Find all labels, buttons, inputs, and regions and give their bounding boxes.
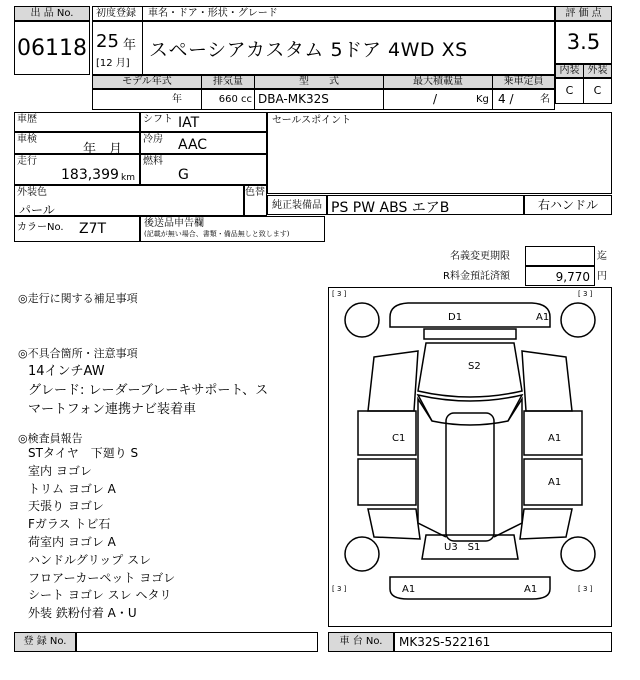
recycle-label: R料金預託済額 [443,271,510,282]
inspector-line: STタイヤ 下廻り S [28,446,139,460]
registration-value-cell [76,632,318,652]
inspector-line: Fガラス トビ石 [28,517,111,532]
mark-a1-right-front-door: A1 [548,433,562,444]
spec-header [92,75,555,89]
score-cell [555,21,612,64]
interior-grade-cell [555,78,584,104]
name-change-label: 名義変更期限 [450,251,510,262]
tire-front-right [561,303,595,337]
spec-values [92,89,555,110]
mark-u3-s1: U3 S1 [444,542,481,553]
tire-label-front-right: [ 3 ] [578,290,593,298]
tire-rear-left [345,537,379,571]
color-no-label: カラーNo. [17,222,64,233]
color-no-cell [14,216,140,242]
inspection-label: 車検 [17,134,37,145]
aftermarket-cell [140,216,325,242]
car-name-label: 車名・ドア・形状・グレード [148,8,278,19]
inspector-line: 室内 ヨゴレ [28,463,92,478]
inspector-line: 天張り ヨゴレ [28,499,104,514]
exterior-grade: C [593,84,602,97]
front-bumper [390,303,550,327]
inspection-cell [14,132,140,157]
lot-number: 06118 [17,36,87,61]
right-pillar-line [494,399,522,537]
capacity-label: 乗車定員 [503,76,544,87]
exterior-grade-cell [583,78,612,104]
car-name-header [92,6,555,21]
left-front-door [358,411,416,455]
inspector-title: ◎検査員報告 [18,432,83,445]
tire-label-front-left: [ 3 ] [332,290,347,298]
mileage-cell [14,154,140,185]
chassis-label: 車 台 No. [339,636,383,647]
chassis-value: MK32S-522161 [399,635,491,649]
model-year-label: モデル年式 [122,76,172,87]
inspector-line: 荷室内 ヨゴレ A [28,534,116,549]
car-name: スペーシアカスタム 5ドア 4WD XS [149,39,468,61]
inspector-line: トリム ヨゴレ A [28,481,116,496]
mileage-unit: km [121,173,135,183]
first-reg-year: 25 [96,31,119,52]
exterior-label-cell [583,64,612,78]
defect-line: マートフォン連携ナビ装着車 [28,402,196,417]
recolor-cell [244,185,267,216]
recycle-box [525,266,595,286]
car-name-cell [92,21,555,75]
mark-d1: D1 [448,312,463,323]
max-load-unit: Kg [476,94,489,105]
tire-label-rear-right: [ 3 ] [578,585,593,593]
ext-color-cell [14,185,244,216]
mark-a1-rear-left: A1 [402,584,416,595]
inspector-line: フロアーカーペット ヨゴレ [28,570,176,585]
recycle-value: 9,770 [555,270,590,284]
steering-cell [524,195,612,215]
tire-rear-right [561,537,595,571]
score-label-cell [555,6,612,21]
left-rear-quarter [368,509,420,539]
sales-point-label: セールスポイント [272,115,352,126]
mark-a1-rear-right: A1 [524,584,538,595]
first-reg-label: 初度登録 [96,8,136,19]
equipment-value-cell [327,195,524,215]
first-reg-month: [12 月] [96,58,130,69]
name-change-box [525,246,595,266]
max-load-label: 最大積載量 [413,76,463,87]
aftermarket-label: 後送品申告欄 [144,218,204,229]
lot-number-cell [14,21,90,75]
name-change-unit: 迄 [597,251,607,262]
history-label: 車歴 [17,114,37,125]
displacement-label: 排気量 [213,76,243,87]
sales-point-box [267,112,612,194]
lot-label: 出 品 No. [30,8,74,19]
left-front-fender [368,351,418,411]
lot-label-cell [14,6,90,21]
fuel-cell [140,154,267,185]
defects-title: ◎不具合箇所・注意事項 [18,347,138,360]
left-pillar-line [418,399,446,537]
registration-label-cell [14,632,76,652]
ext-color-value: パール [19,203,55,217]
aftermarket-note: (記載が無い場合、書類・備品無しと致します) [144,230,290,238]
displacement: 660 cc [218,94,252,105]
ext-color-label: 外装色 [17,187,47,198]
ac-cell [140,132,267,154]
capacity-unit: 名 [540,94,550,105]
mileage-value: 183,399 [61,167,119,183]
inspector-list [28,445,318,623]
driving-notes-title: ◎走行に関する補足事項 [18,292,138,305]
defect-line: グレード: レーダーブレーキサポート、ス [28,383,269,398]
shift-label: シフト [143,114,173,125]
shift-cell [140,112,267,132]
recolor-label: 色替 [245,187,265,198]
ac-value: AAC [178,137,208,153]
mark-s2: S2 [468,361,481,372]
registration-label: 登 録 No. [23,636,67,647]
mark-a1-right-rear-door: A1 [548,477,562,488]
recycle-unit: 円 [597,271,607,282]
mileage-label: 走行 [17,156,37,167]
car-damage-diagram [328,287,612,627]
history-cell [14,112,140,132]
defect-line: 14インチAW [28,364,105,379]
inspector-line: ハンドルグリップ スレ [28,552,152,567]
score-label: 評 価 点 [565,8,602,19]
equipment-value: PS PW ABS エアB [331,200,450,216]
steering: 右ハンドル [537,198,598,212]
ac-label: 冷房 [143,134,163,145]
model-year-unit: 年 [172,94,182,105]
interior-label: 内装 [559,65,580,76]
chassis-value-cell [394,632,612,652]
inspector-line: 外装 鉄粉付着 A・U [28,606,137,621]
roof [446,413,494,541]
shift-value: IAT [178,115,200,131]
chassis-label-cell [328,632,394,652]
equipment-label-cell [267,195,327,215]
type-label: 型 式 [299,76,339,87]
capacity: 4 / [498,92,514,106]
mark-c1: C1 [392,433,406,444]
interior-grade: C [565,84,574,97]
max-load: / [433,92,438,106]
fuel-value: G [178,167,189,183]
right-front-fender [522,351,572,411]
front-grille [424,329,516,339]
defect-list [28,362,318,419]
windshield [418,395,522,425]
left-rear-door [358,459,416,505]
color-no-value: Z7T [79,221,107,237]
year-unit: 年 [123,38,137,53]
score: 3.5 [566,30,601,54]
interior-label-cell [555,64,584,78]
fuel-label: 燃料 [143,156,163,167]
tire-label-rear-left: [ 3 ] [332,585,347,593]
inspection-value: 年 月 [83,142,123,157]
inspector-line: シート ヨゴレ スレ ヘタリ [28,588,172,603]
equipment-label: 純正装備品 [272,200,322,211]
exterior-label: 外装 [587,65,608,76]
type-code: DBA-MK32S [258,92,329,106]
right-rear-quarter [520,509,572,539]
mark-a1-front-bumper: A1 [536,312,550,323]
tire-front-left [345,303,379,337]
